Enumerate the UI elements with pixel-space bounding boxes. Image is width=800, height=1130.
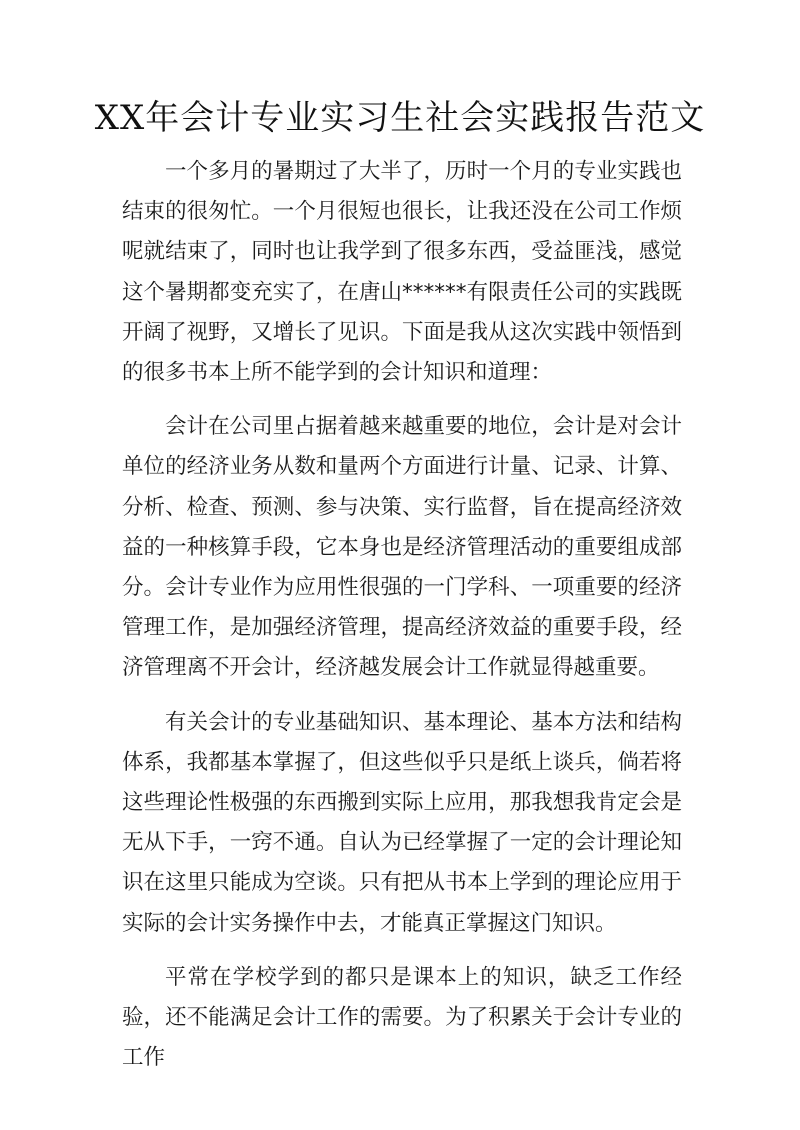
paragraph-2: 会计在公司里占据着越来越重要的地位，会计是对会计单位的经济业务从数和量两个方面进行计量、记录、计算、分析、检查、预测、参与决策、实行监督，旨在提高经济效益的一种核算手段，它本身也是经济管理活动的重要组成部分。会计专业作为应用性很强的一门学科、一项重要的经济管理工作，是加强经济管理，提高经济效益的重要手段，经济管理离不开会计，经济越发展会计工作就显得越重要。 [122, 414, 682, 681]
paragraph-3: 有关会计的专业基础知识、基本理论、基本方法和结构体系，我都基本掌握了，但这些似乎只是纸上谈兵，倘若将这些理论性极强的东西搬到实际上应用，那我想我肯定会是无从下手，一窍不通。自认为已经掌握了一定的会计理论知识在这里只能成为空谈。只有把从书本上学到的理论应用于实际的会计实务操作中去，才能真正掌握这门知识。 [122, 709, 682, 936]
document-body [122, 152, 682, 1092]
paragraph-4: 平常在学校学到的都只是课本上的知识，缺乏工作经验，还不能满足会计工作的需要。为了积累关于会计专业的工作 [122, 964, 682, 1071]
document-title: XX年会计专业实习生社会实践报告范文 [94, 98, 706, 138]
paragraph-1: 一个多月的暑期过了大半了，历时一个月的专业实践也结束的很匆忙。一个月很短也很长，让我还没在公司工作烦呢就结束了，同时也让我学到了很多东西，受益匪浅，感觉这个暑期都变充实了，在唐山******有限责任公司的实践既开阔了视野，又增长了见识。下面是我从这次实践中领悟到的很多书本上所不能学到的会计知识和道理： [122, 159, 682, 386]
